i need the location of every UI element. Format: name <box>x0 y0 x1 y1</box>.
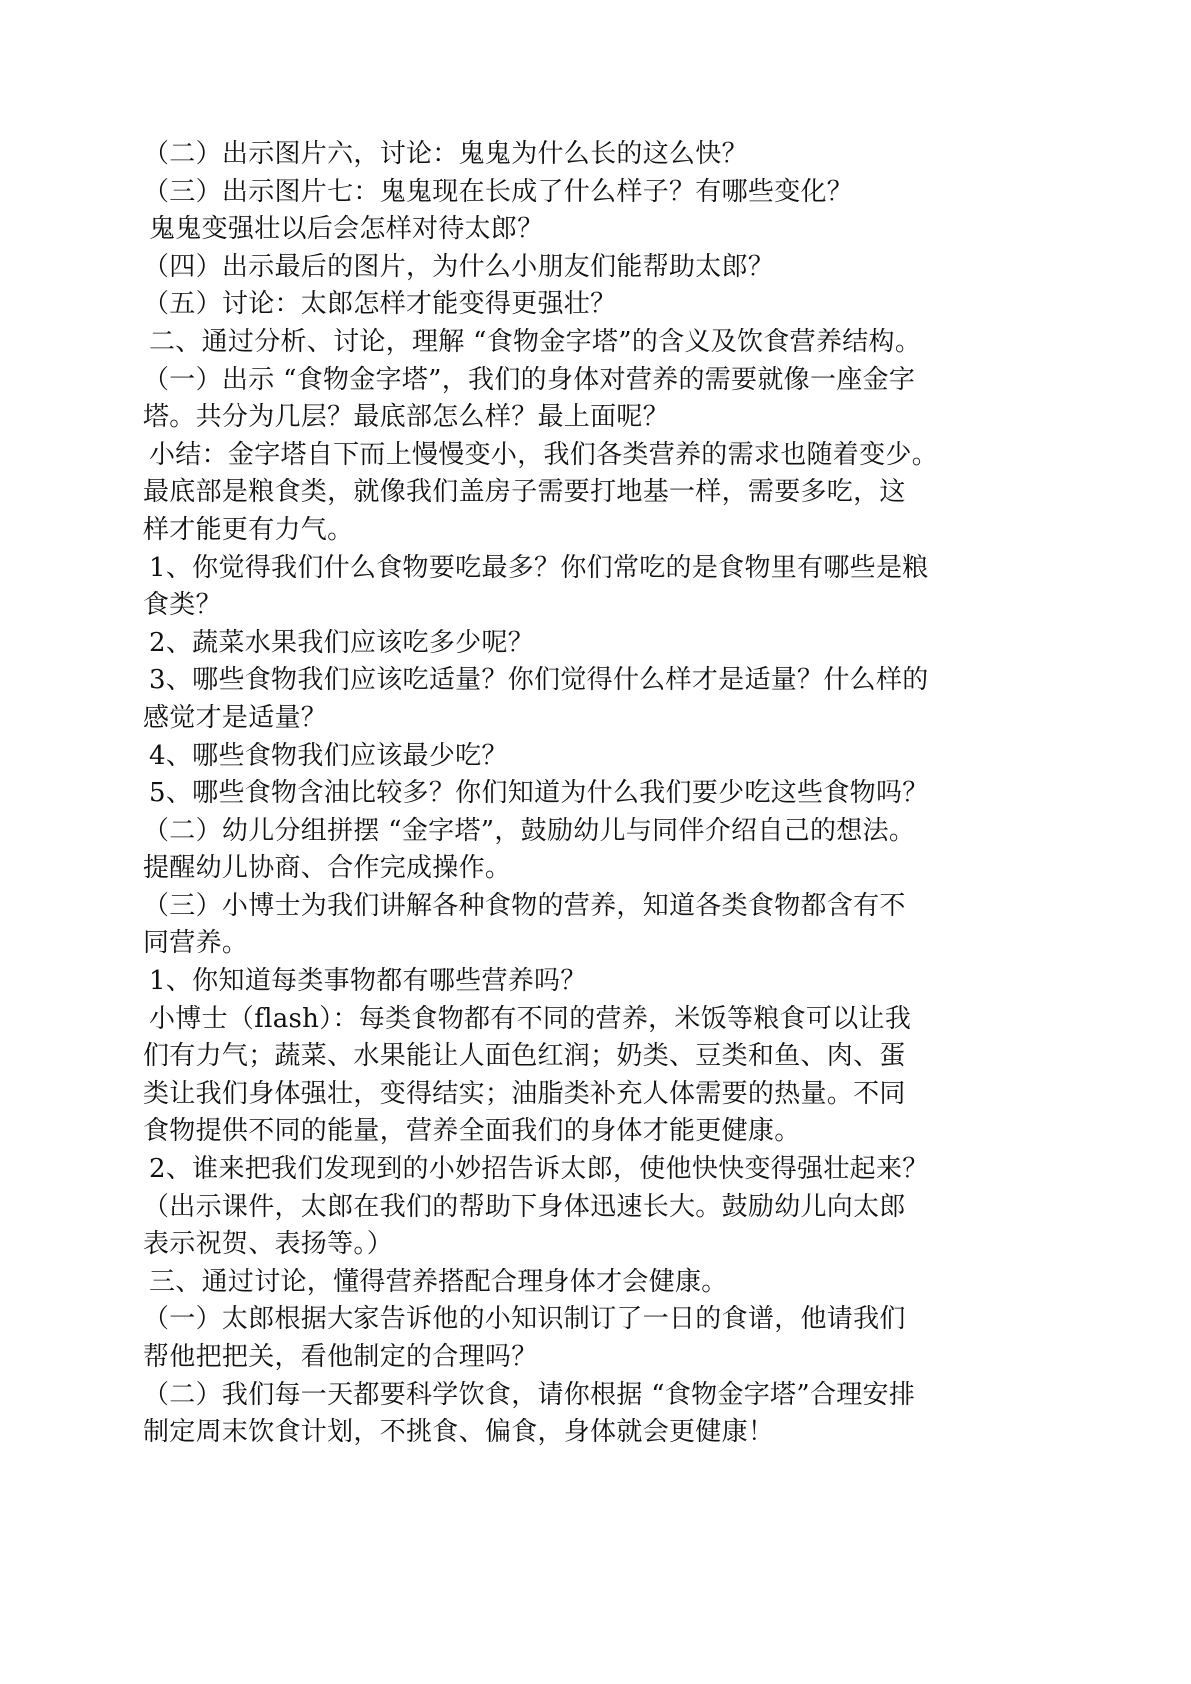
document-line: （二）出示图片六，讨论：鬼鬼为什么长的这么快？ <box>143 139 748 169</box>
document-line: 样才能更有力气。 <box>143 514 354 545</box>
document-line: 鬼鬼变强壮以后会怎样对待太郎？ <box>149 214 544 245</box>
document-line: （二）我们每一天都要科学饮食，请你根据 “食物金字塔”合理安排 <box>143 1379 916 1410</box>
document-line: 同营养。 <box>143 928 249 959</box>
document-line: 食物提供不同的能量，营养全面我们的身体才能更健康。 <box>143 1116 801 1147</box>
document-line: （二）幼儿分组拼摆 “金字塔”，鼓励幼儿与同伴介绍自己的想法。 <box>143 815 916 846</box>
document-line: 4、哪些食物我们应该最少吃？ <box>149 740 508 771</box>
document-line: （一）太郎根据大家告诉他的小知识制订了一日的食谱，他请我们 <box>143 1304 906 1335</box>
document-line: 表示祝贺、表扬等。） <box>143 1229 394 1260</box>
document-line: 小博士（flash）：每类食物都有不同的营养，米饭等粮食可以让我 <box>149 1003 912 1034</box>
document-line: （三）小博士为我们讲解各种食物的营养，知道各类食物都含有不 <box>143 890 906 921</box>
document-line: （四）出示最后的图片，为什么小朋友们能帮助太郎？ <box>143 251 775 282</box>
document-line: 塔。共分为几层？最底部怎么样？最上面呢？ <box>143 402 670 433</box>
document-line: 最底部是粮食类，就像我们盖房子需要打地基一样，需要多吃，这 <box>143 477 906 508</box>
document-line: 类让我们身体强壮，变得结实；油脂类补充人体需要的热量。不同 <box>143 1078 906 1109</box>
document-line: 5、哪些食物含油比较多？你们知道为什么我们要少吃这些食物吗？ <box>149 778 929 809</box>
document-line: （出示课件，太郎在我们的帮助下身体迅速长大。鼓励幼儿向太郎 <box>143 1191 906 1222</box>
document-body <box>143 136 1073 1452</box>
document-line: 提醒幼儿协商、合作完成操作。 <box>143 853 512 884</box>
document-line: （一）出示 “食物金字塔”，我们的身体对营养的需要就像一座金字 <box>143 364 916 395</box>
document-line: 们有力气；蔬菜、水果能让人面色红润；奶类、豆类和鱼、肉、蛋 <box>143 1041 906 1072</box>
document-line: （三）出示图片七：鬼鬼现在长成了什么样子？有哪些变化？ <box>143 176 854 207</box>
document-line: 2、蔬菜水果我们应该吃多少呢？ <box>149 627 535 658</box>
document-line: 食类？ <box>143 590 222 621</box>
document-line: （五）讨论：太郎怎样才能变得更强壮？ <box>143 289 617 320</box>
document-line: 帮他把把关，看他制定的合理吗？ <box>143 1342 538 1372</box>
document-line: 制定周末饮食计划，不挑食、偏食，身体就会更健康！ <box>143 1417 775 1448</box>
document-line: 2、谁来把我们发现到的小妙招告诉太郎，使他快快变得强壮起来？ <box>149 1154 929 1185</box>
document-line: 小结：金字塔自下而上慢慢变小，我们各类营养的需求也随着变少。 <box>149 439 939 470</box>
document-line: 二、通过分析、讨论，理解 “食物金字塔”的含义及饮食营养结构。 <box>149 326 922 357</box>
document-line: 1、你知道每类事物都有哪些营养吗？ <box>149 966 587 997</box>
document-line: 三、通过讨论，懂得营养搭配合理身体才会健康。 <box>149 1266 728 1297</box>
document-line: 1、你觉得我们什么食物要吃最多？你们常吃的是食物里有哪些是粮 <box>149 552 929 583</box>
document-line: 3、哪些食物我们应该吃适量？你们觉得什么样才是适量？什么样的 <box>149 665 929 696</box>
document-line: 感觉才是适量？ <box>143 702 328 733</box>
